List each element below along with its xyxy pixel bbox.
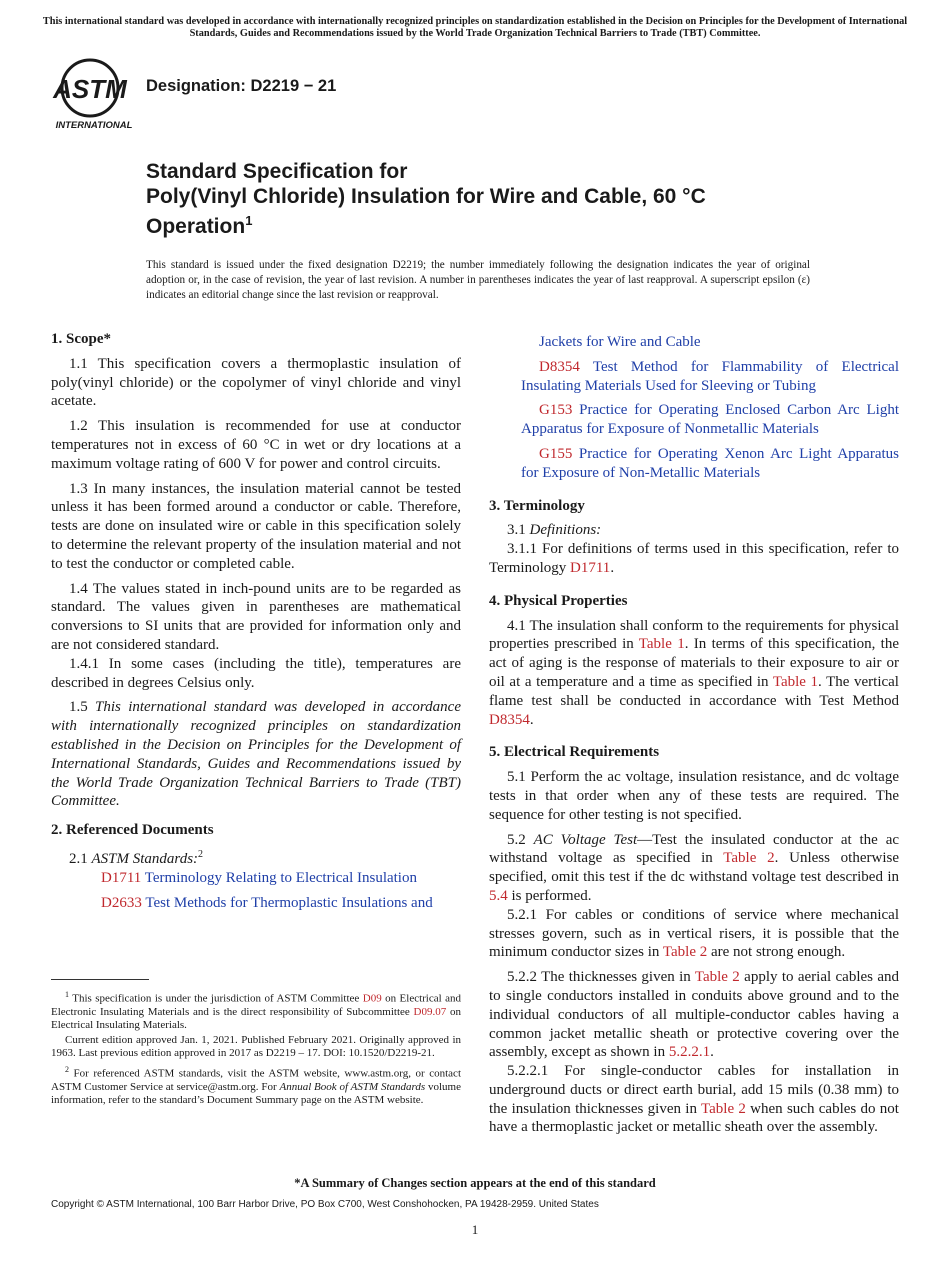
logo-letters: ASTM: [53, 74, 127, 104]
para-4-1: [489, 617, 899, 730]
reference-g155[interactable]: [489, 445, 899, 483]
para-5-2-2-1: [489, 1062, 899, 1137]
para-5-2-italic: AC Voltage Test: [533, 831, 638, 848]
reference-title[interactable]: Practice for Operating Enclosed Carbon Arc Light Apparatus for Exposure of Nonmetallic Materials: [521, 402, 899, 438]
copyright-line: Copyright © ASTM International, 100 Barr Harbor Drive, PO Box C700, West Conshohocken, PA 19428-2959. United States: [51, 1199, 599, 1210]
link-table-2[interactable]: Table 2: [694, 969, 740, 986]
link-5-4[interactable]: 5.4: [489, 887, 508, 904]
para-1-4: 1.4 The values stated in inch-pound units are to be regarded as standard. The values given in parentheses are mathematical conversions to SI units that are provided for information only and are not considered standard.: [51, 580, 461, 653]
para-5-2-2: [489, 968, 899, 1062]
reference-d2633-continued[interactable]: Jackets for Wire and Cable: [539, 334, 701, 350]
title-line-3-text: Operation: [146, 215, 246, 238]
para-3-1-num: 3.1: [507, 522, 526, 539]
footnote-2-text-a: For referenced ASTM standards, visit the ASTM website, www.astm.org, or contact ASTM Customer Service at service@astm.org. For: [51, 1067, 461, 1093]
para-1-5-text: This international standard was developed in accordance with internationally recognized principles on standardization established in the Decision on Principles for the Development of International Standards, Guides and Recommendations issued by the World Trade Organization Technical Barriers to Trade (TBT) Committee.: [51, 699, 461, 810]
para-4-1-text-c: . The vertical flame test shall be conducted in accordance with Test Method: [489, 673, 899, 709]
title-line-3: [146, 209, 866, 240]
para-1-2: 1.2 This insulation is recommended for use at conductor temperatures not in excess of 60 °C in wet or dry locations at a maximum voltage rating of 600 V for power and control circuits.: [51, 418, 461, 472]
reference-title[interactable]: Test Method for Flammability of Electrical Insulating Materials Used for Sleeving or Tubing: [521, 358, 899, 394]
para-5-2-2-1-text-b: when such cables do not have a thermoplastic jacket or metallic sheath over the assembly.: [489, 1100, 899, 1136]
para-1-1: 1.1 This specification covers a thermoplastic insulation of poly(vinyl chloride) or the copolymer of vinyl chloride and vinyl acetate.: [51, 355, 461, 410]
para-1-4-1: 1.4.1 In some cases (including the title), temperatures are described in degrees Celsius only.: [51, 655, 461, 691]
reference-code[interactable]: G155: [539, 445, 573, 462]
footnote-2-italic: Annual Book of ASTM Standards: [279, 1080, 426, 1093]
para-1-5-num: 1.5: [69, 699, 88, 716]
para-3-1-1-end: .: [610, 559, 615, 576]
title-line-2: Poly(Vinyl Chloride) Insulation for Wire and Cable, 60 °C: [146, 184, 706, 208]
para-5-1: 5.1 Perform the ac voltage, insulation resistance, and dc voltage tests in that order when any of these tests are required. The sequence for other testing is not specified.: [489, 769, 899, 823]
para-3-1-1: [489, 540, 899, 578]
link-5-2-2-1[interactable]: 5.2.2.1: [668, 1044, 711, 1061]
page-number: 1: [471, 1222, 479, 1237]
para-5-2-2-1-text-a: 5.2.2.1 For single-conductor cables for installation in underground ducts or direct earth burial, add 15 mils (0.38 mm) to the insulation thicknesses given in: [489, 1063, 899, 1117]
astm-logo: [52, 56, 136, 132]
link-table-1[interactable]: Table 1: [638, 636, 685, 653]
reference-d2633[interactable]: [51, 894, 461, 913]
document-title: [146, 160, 866, 240]
reference-title[interactable]: Practice for Operating Xenon Arc Light Apparatus for Exposure of Non-Metallic Materials: [521, 445, 899, 481]
footnote-2-text-b: volume information, refer to the standard’s Document Summary page on the ASTM website.: [51, 1080, 461, 1106]
para-4-1-text-b: . In terms of this specification, the act of aging is the response of materials to their exposure to air or oil at a temperature and a time as specified in: [489, 636, 900, 690]
section-heading-referenced-documents: 2. Referenced Documents: [51, 822, 214, 839]
link-table-1[interactable]: Table 1: [772, 673, 819, 690]
link-d1711[interactable]: D1711: [570, 559, 611, 576]
para-5-2-2-end: .: [710, 1044, 714, 1061]
footnote-1-text-b: on Electrical and Electronic Insulating Materials and is the direct responsibility of Subcommittee: [51, 992, 461, 1018]
para-5-2-1: [489, 906, 899, 962]
link-table-2[interactable]: Table 2: [662, 944, 708, 961]
link-table-2[interactable]: Table 2: [701, 1100, 746, 1117]
reference-code[interactable]: D1711: [101, 869, 142, 886]
section-heading-terminology: 3. Terminology: [489, 497, 585, 514]
section-heading-physical-properties: 4. Physical Properties: [489, 592, 628, 609]
link-d09[interactable]: D09: [362, 992, 382, 1005]
para-1-3: 1.3 In many instances, the insulation material cannot be tested unless it has been formed around a conductor or cable. Therefore, tests are done on insulated wire or cable in this specification solely to determine the relevant property of the insulation material and not to test the conductor or completed cable.: [51, 480, 461, 572]
para-3-1-1-text: 3.1.1 For definitions of terms used in this specification, refer to Terminology: [489, 541, 899, 576]
para-2-1: [51, 846, 461, 869]
logo-org: INTERNATIONAL: [55, 120, 133, 131]
summary-of-changes-note: *A Summary of Changes section appears at the end of this standard: [294, 1176, 656, 1190]
para-5-2: [489, 831, 899, 906]
footnote-divider: [51, 979, 149, 980]
para-2-1-text: ASTM Standards:: [91, 850, 199, 867]
right-column: [489, 333, 899, 1143]
reference-d8354[interactable]: [489, 358, 899, 396]
para-5-2-text-c: is performed.: [507, 887, 592, 904]
para-3-1: [489, 521, 899, 540]
reference-code[interactable]: G153: [539, 402, 573, 419]
reference-d1711[interactable]: [51, 869, 461, 888]
para-5-2-1-text-a: 5.2.1 For cables or conditions of service where mechanical stresses govern, such as in vertical risers, it is possible that the minimum conductor sizes in: [489, 906, 899, 961]
title-line-1: Standard Specification for: [146, 160, 408, 183]
para-2-1-sup: 2: [198, 848, 204, 860]
footnotes: [51, 988, 461, 1109]
para-5-2-2-text-a: 5.2.2 The thicknesses given in: [507, 969, 695, 986]
section-heading-electrical-requirements: 5. Electrical Requirements: [489, 744, 660, 761]
reference-code[interactable]: D8354: [539, 358, 580, 375]
footnote-2: [51, 1063, 461, 1107]
reference-title[interactable]: Terminology Relating to Electrical Insulation: [144, 869, 417, 886]
para-3-1-text: Definitions:: [529, 522, 602, 539]
para-1-5: [51, 698, 461, 811]
para-5-2-text-a: —Test the insulated conductor at the ac withstand voltage as specified in: [489, 831, 900, 867]
footnote-2-mark: 2: [65, 1064, 69, 1074]
footnote-edition: Current edition approved Jan. 1, 2021. Published February 2021. Originally approved in 1963. Last previous edition approved in 2017 as D2219 – 17. DOI: 10.1520/D2219-21.: [51, 1034, 461, 1060]
link-d8354[interactable]: D8354: [489, 711, 530, 728]
title-footnote-mark: 1: [245, 213, 253, 228]
para-2-1-num: 2.1: [69, 850, 88, 867]
footnote-1-text-c: on Electrical Insulating Materials.: [51, 1005, 462, 1032]
designation: Designation: D2219 − 21: [146, 77, 337, 95]
footnote-1: [51, 988, 461, 1032]
tbt-notice: This international standard was developed in accordance with internationally recognized principles on standardization established in the Decision on Principles for the Development of International Standards, Guides and Recommendations issued by the World Trade Organization Technical Barriers to Trade (TBT) Committee.: [42, 16, 908, 39]
left-column: [51, 330, 461, 918]
para-5-2-num: 5.2: [507, 831, 526, 848]
para-5-2-2-text-b: apply to aerial cables and to single conductors installed in conduits above ground and to the individual conductors of all multiple-conductor cables having a common jacket metallic sheath or protective covering over the assembly, except as shown in: [489, 969, 899, 1061]
standard-intro: This standard is issued under the fixed designation D2219; the number immediately following the designation indicates the year of original adoption or, in the case of revision, the year of last revision. A number in parentheses indicates the year of last reapproval. A superscript epsilon (ε) indicates an editorial change since the last revision or reapproval.: [146, 259, 810, 301]
reference-g153[interactable]: [489, 401, 899, 439]
reference-code[interactable]: D2633: [101, 894, 142, 911]
link-d09-07[interactable]: D09.07: [413, 1005, 447, 1018]
footnote-1-text-a: This specification is under the jurisdiction of ASTM Committee: [72, 992, 363, 1005]
astm-logo-icon: [52, 56, 136, 132]
section-heading-scope: 1. Scope*: [51, 331, 111, 347]
para-5-2-1-text-b: are not strong enough.: [707, 944, 846, 961]
footnote-1-mark: 1: [65, 990, 69, 999]
para-5-2-text-b: . Unless otherwise specified, omit this test if the dc withstand voltage test described in: [489, 850, 899, 886]
reference-title-part-a[interactable]: Test Methods for Thermoplastic Insulations and: [145, 894, 433, 911]
para-4-1-text-a: 4.1 The insulation shall conform to the requirements for physical properties prescribed in: [489, 617, 899, 653]
para-4-1-end: .: [529, 711, 534, 728]
link-table-2[interactable]: Table 2: [723, 850, 775, 867]
